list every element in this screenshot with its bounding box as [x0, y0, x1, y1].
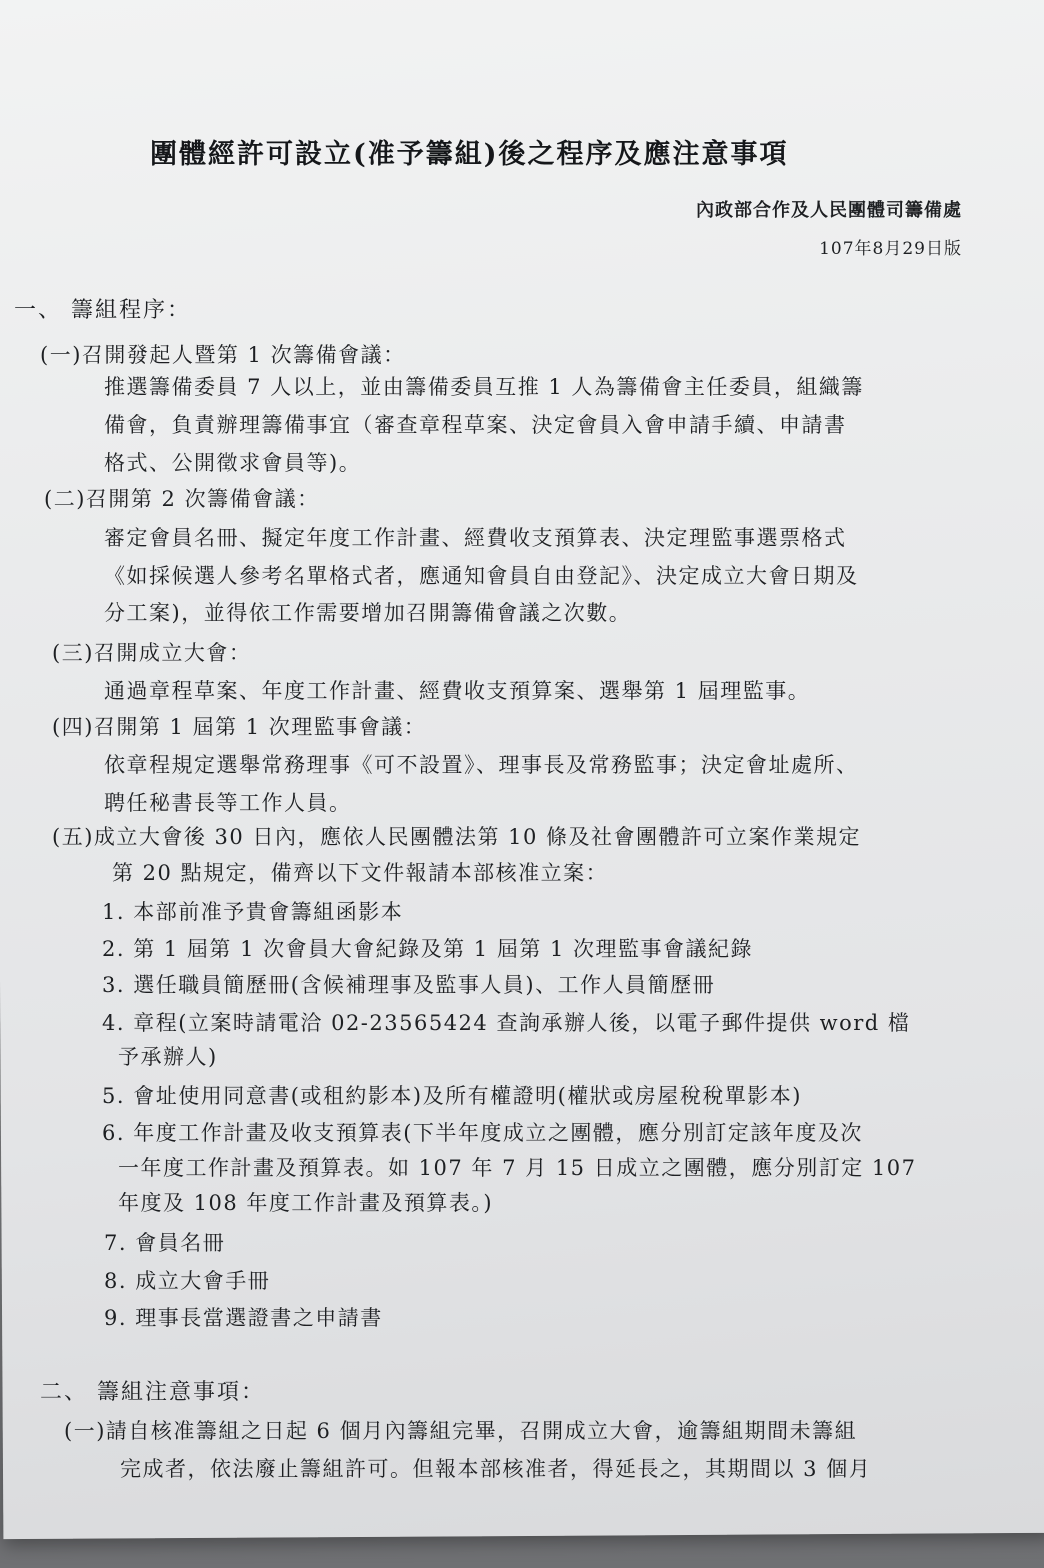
- item-4-line: 依章程規定選舉常務理事《可不設置》、理事長及常務監事；決定會址處所、: [104, 753, 859, 777]
- doc-item: 4. 章程(立案時請電洽 02-23565424 查詢承辦人後，以電子郵件提供 word 檔: [102, 1011, 911, 1035]
- item-4-line: 聘任秘書長等工作人員。: [104, 791, 352, 815]
- item-2-line: 審定會員名冊、擬定年度工作計畫、經費收支預算表、決定理監事選票格式: [104, 526, 847, 550]
- version-date: 107年8月29日版: [819, 239, 962, 259]
- doc-item: 5. 會址使用同意書(或租約影本)及所有權證明(權狀或房屋稅稅單影本): [102, 1084, 802, 1108]
- doc-item-continued: 一年度工作計畫及預算表。如 107 年 7 月 15 日成立之團體，應分別訂定 107: [118, 1156, 917, 1180]
- doc-item: 6. 年度工作計畫及收支預算表(下半年度成立之團體，應分別訂定該年度及次: [102, 1121, 863, 1145]
- doc-item: 7. 會員名冊: [104, 1231, 226, 1255]
- doc-item: 3. 選任職員簡歷冊(含候補理事及監事人員)、工作人員簡歷冊: [102, 973, 716, 997]
- item-4-heading: (四)召開第 1 屆第 1 次理監事會議：: [52, 715, 427, 739]
- doc-item-continued: 年度及 108 年度工作計畫及預算表。): [118, 1191, 494, 1215]
- section-2-item-1-line: 完成者，依法廢止籌組許可。但報本部核准者，得延長之，其期間以 3 個月: [120, 1457, 872, 1481]
- issuer: 內政部合作及人民團體司籌備處: [696, 200, 962, 221]
- section-2-heading: 二、 籌組注意事項：: [40, 1380, 265, 1405]
- doc-item: 2. 第 1 屆第 1 次會員大會紀錄及第 1 屆第 1 次理監事會議紀錄: [102, 937, 754, 961]
- item-1-line: 格式、公開徵求會員等)。: [104, 451, 362, 475]
- item-5-heading: (五)成立大會後 30 日內，應依人民團體法第 10 條及社會團體許可立案作業規定: [52, 825, 862, 849]
- item-1-heading: (一)召開發起人暨第 1 次籌備會議：: [40, 343, 406, 367]
- item-1-line: 備會，負責辦理籌備事宜（審查章程草案、決定會員入會申請手續、申請書: [104, 413, 847, 437]
- item-2-line: 《如採候選人參考名單格式者，應通知會員自由登記》、決定成立大會日期及: [104, 564, 859, 588]
- doc-item: 9. 理事長當選證書之申請書: [104, 1306, 383, 1330]
- doc-item-continued: 予承辦人): [118, 1045, 218, 1069]
- doc-item: 1. 本部前准予貴會籌組函影本: [102, 900, 404, 924]
- item-2-heading: (二)召開第 2 次籌備會議：: [44, 487, 320, 511]
- doc-item: 8. 成立大會手冊: [104, 1269, 271, 1293]
- section-1-heading: 一、 籌組程序：: [14, 298, 191, 323]
- item-2-line: 分工案)，並得依工作需要增加召開籌備會議之次數。: [104, 601, 632, 625]
- item-3-heading: (三)召開成立大會：: [52, 641, 252, 665]
- section-2-item-1-line: (一)請自核准籌組之日起 6 個月內籌組完畢，召開成立大會，逾籌組期間未籌組: [64, 1419, 858, 1443]
- item-5-line-2: 第 20 點規定，備齊以下文件報請本部核准立案：: [112, 861, 609, 885]
- item-3-line: 通過章程草案、年度工作計畫、經費收支預算案、選舉第 1 屆理監事。: [104, 679, 811, 703]
- item-1-line: 推選籌備委員 7 人以上，並由籌備委員互推 1 人為籌備會主任委員，組織籌: [104, 375, 864, 399]
- document-title: 團體經許可設立(准予籌組)後之程序及應注意事項: [150, 139, 789, 170]
